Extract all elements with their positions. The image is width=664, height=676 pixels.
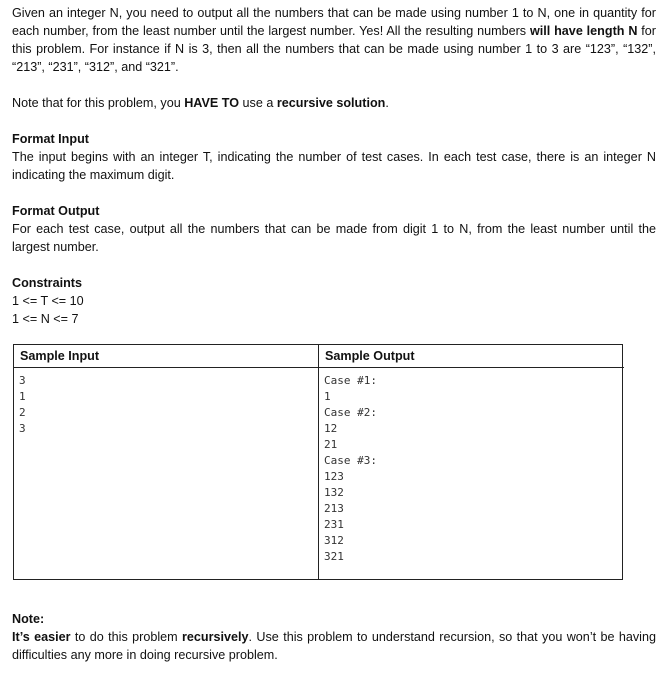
intro-text-2: for this problem. For instance if N is 3, then all the numbers that can be made using number 1 to 3 are “123”, “132”, “213”, “231”, “312”, and “321”. — [12, 24, 656, 74]
note-text-a: to do this problem — [70, 630, 183, 644]
constraint-line: 1 <= N <= 7 — [12, 312, 79, 326]
sample-input-line: 3 — [19, 374, 26, 387]
intro-paragraph — [12, 4, 656, 76]
note-text-1: Note that for this problem, you — [12, 96, 185, 110]
constraints-section — [12, 274, 656, 328]
format-output-text: For each test case, output all the numbers that can be made from digit 1 to N, from the least number until the largest number. — [12, 222, 656, 254]
sample-input-line: 3 — [19, 422, 26, 435]
note-text-2: use a — [239, 96, 277, 110]
note-title: Note: — [12, 612, 45, 626]
format-output-section — [12, 202, 656, 256]
sample-output-line: 123 — [324, 470, 344, 483]
format-input-title: Format Input — [12, 132, 89, 146]
sample-output-line: 12 — [324, 422, 338, 435]
note-bold-have-to: HAVE TO — [184, 96, 240, 110]
sample-output-line: 213 — [324, 502, 344, 515]
note-section — [12, 610, 656, 664]
intro-bold: will have length N — [529, 24, 638, 38]
sample-output-header: Sample Output — [319, 345, 624, 368]
constraints-title: Constraints — [12, 276, 82, 290]
sample-output-line: 132 — [324, 486, 344, 499]
sample-output-line: 312 — [324, 534, 344, 547]
sample-output-cell — [319, 368, 624, 579]
format-input-section — [12, 130, 656, 184]
note-bold-easier: It’s easier — [12, 630, 71, 644]
problem-statement — [12, 4, 656, 328]
format-output-title: Format Output — [12, 204, 100, 218]
sample-output-line: Case #3: — [324, 454, 377, 467]
sample-input-line: 1 — [19, 390, 26, 403]
sample-input-header: Sample Input — [14, 345, 319, 368]
note-text-3: . — [385, 96, 389, 110]
sample-output-line: Case #1: — [324, 374, 377, 387]
note-text-b: . Use this problem to understand recursion, so that you won’t be having difficulties any more in doing recursive problem. — [12, 630, 656, 662]
constraint-line: 1 <= T <= 10 — [12, 294, 84, 308]
sample-input-cell — [14, 368, 319, 579]
format-input-text: The input begins with an integer T, indicating the number of test cases. In each test case, there is an integer N indicating the maximum digit. — [12, 150, 656, 182]
note-text — [12, 628, 656, 664]
sample-output-line: 21 — [324, 438, 338, 451]
note-bold-recursive: recursive solution — [276, 96, 386, 110]
sample-input-line: 2 — [19, 406, 26, 419]
intro-text-1: Given an integer N, you need to output all the numbers that can be made using number 1 to N, one in quantity for each number, from the least number until the largest number. Yes! All the resulting numbers — [12, 6, 656, 38]
sample-output-line: 231 — [324, 518, 344, 531]
note-recursive-paragraph — [12, 94, 656, 112]
sample-output-line: Case #2: — [324, 406, 377, 419]
sample-output-line: 321 — [324, 550, 344, 563]
sample-output-line: 1 — [324, 390, 331, 403]
sample-table — [13, 344, 623, 580]
note-bold-recursively: recursively — [182, 630, 249, 644]
